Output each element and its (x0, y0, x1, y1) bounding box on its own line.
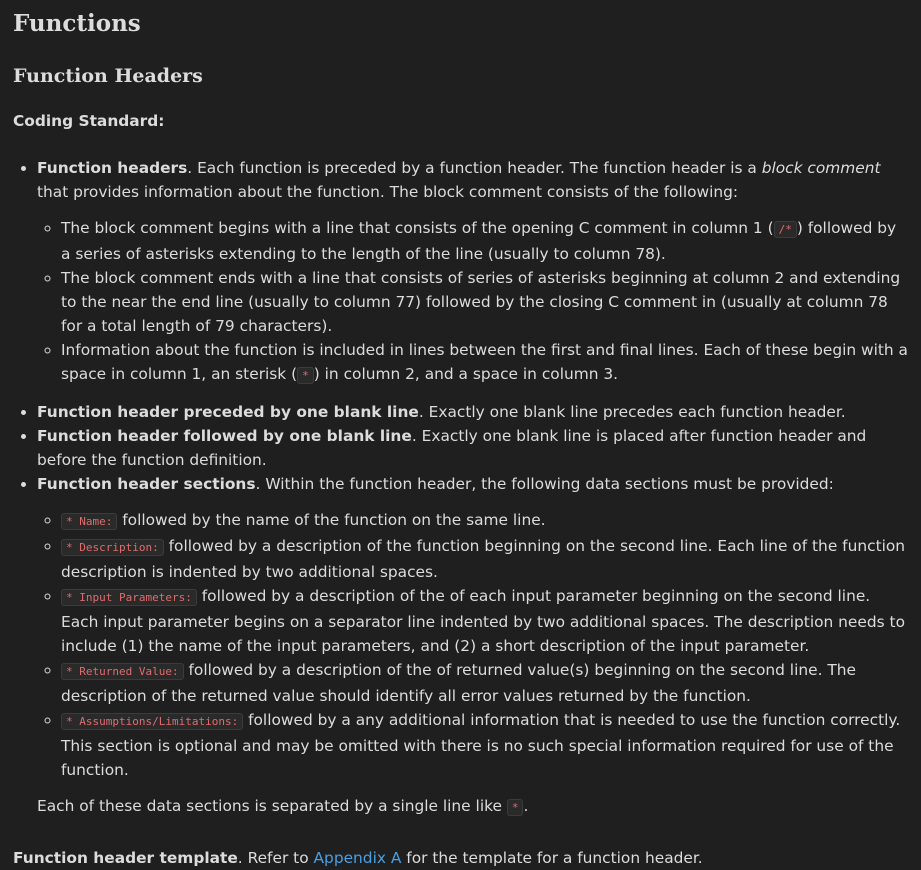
sublist-item-input-parameters (61, 584, 908, 658)
coding-standard-label: Coding Standard: (13, 112, 165, 130)
item-bold: Function header preceded by one blank line (37, 403, 419, 421)
separator-note (37, 794, 908, 820)
sublist-item-name (61, 508, 908, 534)
item-text: . Within the function header, the following data sections must be provided: (255, 475, 834, 493)
list-item-sections (37, 472, 908, 820)
sublist-sections (37, 508, 908, 782)
page-title: Functions (13, 10, 141, 37)
code-snippet: * (297, 367, 314, 384)
item-text: Information about the function is included in lines between the first and final lines. Each of these begin with a space in column 1, an sterisk ( (61, 341, 908, 383)
item-text: followed by a description of the function beginning on the second line. Each line of the function description is indented by two additional spaces. (61, 537, 906, 581)
sublist-item (61, 338, 908, 388)
item-text: followed by a any additional information that is needed to use the function correctly. This section is optional and may be omitted with there is no such special information required for use of the function. (61, 711, 901, 779)
template-text: . Refer to (237, 849, 314, 867)
item-text: . (523, 797, 529, 815)
sublist-item (61, 216, 908, 266)
code-snippet: * (507, 799, 524, 816)
code-snippet: * Returned Value: (61, 663, 184, 680)
item-text: ) followed by a series of asterisks extending to the length of the line (usually to column 78). (61, 219, 897, 263)
item-text: followed by the name of the function on the same line. (117, 511, 546, 529)
template-paragraph (13, 846, 908, 870)
item-text: . Exactly one blank line is placed after function header and before the function definition. (37, 427, 867, 469)
section-heading: Function Headers (13, 65, 203, 87)
item-text: Each of these data sections is separated by a single line like (37, 797, 507, 815)
code-snippet: /* (774, 221, 797, 238)
item-bold: Function header sections (37, 475, 256, 493)
list-item-function-headers (37, 156, 908, 388)
item-text: followed by a description of the of each input parameter beginning on the second line. Each input parameter begins on a separator line indented by two additional spaces. The description needs to include (1) the name of the input parameters, and (2) a short description of the input parameter. (61, 587, 905, 655)
item-bold: Function header followed by one blank line (37, 427, 412, 445)
sublist-item (61, 266, 908, 338)
code-snippet: * Description: (61, 539, 164, 556)
item-text: The block comment ends with a line that consists of series of asterisks beginning at column 2 and extending to the near the end line (usually to column 77) followed by the closing C comment in (usually at column 78 for a total length of 79 characters). (61, 269, 901, 335)
sublist-item-returned-value (61, 658, 908, 708)
template-bold: Function header template (13, 849, 238, 867)
item-text: . Exactly one blank line precedes each function header. (418, 403, 846, 421)
item-text: followed by a description of the of returned value(s) beginning on the second line. The description of the returned value should identify all error values returned by the function. (61, 661, 856, 705)
code-snippet: * Assumptions/Limitations: (61, 713, 243, 730)
template-text: for the template for a function header. (401, 849, 703, 867)
list-item-followed (37, 424, 908, 472)
item-italic: block comment (761, 159, 881, 177)
item-text: that provides information about the function. The block comment consists of the following: (37, 183, 739, 201)
sublist-block-comment (37, 216, 908, 388)
list-item-preceded (37, 400, 908, 424)
appendix-a-link[interactable]: Appendix A (313, 849, 402, 867)
standards-list (13, 156, 908, 820)
item-text: . Each function is preceded by a function header. The function header is a (187, 159, 762, 177)
item-text: ) in column 2, and a space in column 3. (313, 365, 619, 383)
sublist-item-description (61, 534, 908, 584)
item-text: The block comment begins with a line that consists of the opening C comment in column 1 ( (61, 219, 774, 237)
item-bold: Function headers (37, 159, 188, 177)
sublist-item-assumptions (61, 708, 908, 782)
code-snippet: * Name: (61, 513, 117, 530)
code-snippet: * Input Parameters: (61, 589, 197, 606)
